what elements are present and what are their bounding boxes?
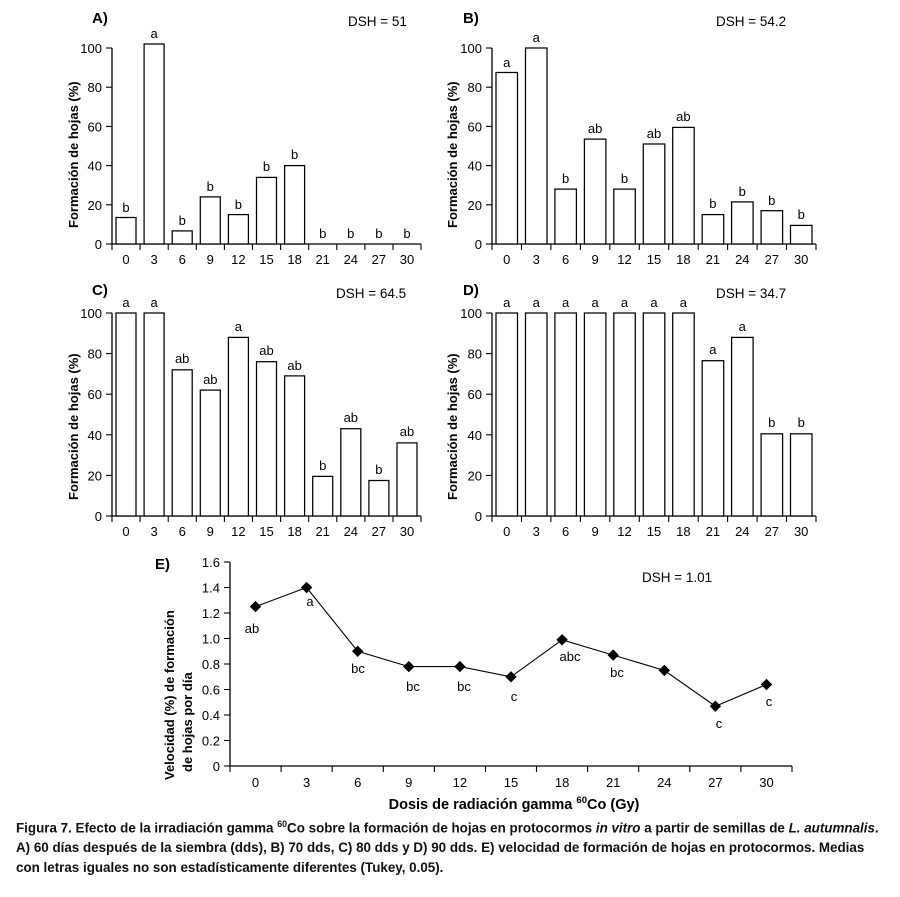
svg-text:ab: ab bbox=[343, 410, 359, 425]
panel-d-y-axis-title: Formación de hojas (%) bbox=[445, 353, 460, 500]
bar bbox=[228, 215, 248, 244]
bar bbox=[673, 127, 695, 244]
panel-e-y-axis bbox=[202, 555, 230, 774]
svg-text:6: 6 bbox=[178, 524, 186, 539]
svg-text:1.0: 1.0 bbox=[201, 631, 220, 647]
svg-text:27: 27 bbox=[764, 524, 780, 539]
svg-text:a: a bbox=[532, 295, 540, 310]
panel-b-y-axis-title: Formación de hojas (%) bbox=[445, 81, 460, 228]
bar bbox=[584, 313, 606, 516]
bar bbox=[526, 313, 548, 516]
svg-text:ab: ab bbox=[676, 109, 691, 124]
svg-text:40: 40 bbox=[467, 158, 482, 174]
svg-text:18: 18 bbox=[554, 775, 570, 790]
svg-text:12: 12 bbox=[231, 524, 246, 539]
panel-a-y-axis bbox=[80, 41, 112, 252]
svg-text:ab: ab bbox=[244, 621, 260, 636]
svg-text:9: 9 bbox=[206, 252, 214, 267]
panel-c-y-axis bbox=[80, 306, 112, 524]
svg-text:a: a bbox=[306, 594, 314, 609]
cobalt-isotope-superscript: 60 bbox=[576, 795, 588, 806]
bar bbox=[732, 337, 754, 516]
svg-text:b: b bbox=[319, 226, 327, 241]
svg-text:ab: ab bbox=[399, 424, 415, 439]
svg-text:b: b bbox=[768, 415, 776, 430]
panel-d-letter: D) bbox=[463, 282, 479, 299]
svg-text:b: b bbox=[738, 184, 746, 199]
svg-text:100: 100 bbox=[80, 41, 102, 56]
svg-text:a: a bbox=[234, 319, 243, 334]
svg-text:a: a bbox=[561, 295, 570, 310]
panel-a bbox=[0, 0, 450, 285]
panel-b-letter: B) bbox=[463, 10, 479, 27]
svg-text:b: b bbox=[797, 415, 805, 430]
svg-text:15: 15 bbox=[503, 775, 519, 790]
svg-text:ab: ab bbox=[203, 372, 218, 387]
svg-text:20: 20 bbox=[87, 468, 102, 484]
svg-text:a: a bbox=[503, 55, 511, 70]
svg-text:0.4: 0.4 bbox=[201, 708, 220, 723]
bar bbox=[172, 231, 192, 244]
bar bbox=[369, 481, 389, 517]
svg-text:27: 27 bbox=[371, 252, 387, 267]
panel-e-x-axis bbox=[230, 766, 792, 790]
svg-text:b: b bbox=[797, 207, 805, 222]
svg-text:12: 12 bbox=[231, 252, 246, 267]
svg-text:80: 80 bbox=[467, 346, 482, 362]
svg-text:30: 30 bbox=[399, 524, 415, 539]
bar bbox=[643, 144, 665, 244]
svg-text:0: 0 bbox=[122, 524, 130, 539]
svg-text:15: 15 bbox=[259, 252, 274, 267]
panel-c bbox=[0, 278, 450, 553]
svg-text:20: 20 bbox=[467, 468, 482, 484]
svg-text:80: 80 bbox=[467, 80, 482, 96]
svg-text:21: 21 bbox=[705, 252, 721, 267]
svg-text:ab: ab bbox=[587, 121, 603, 136]
svg-text:20: 20 bbox=[467, 197, 482, 213]
bar bbox=[791, 225, 813, 244]
svg-text:0: 0 bbox=[474, 509, 482, 524]
svg-text:27: 27 bbox=[764, 252, 780, 267]
svg-text:c: c bbox=[715, 716, 723, 731]
bar bbox=[761, 211, 783, 244]
svg-text:b: b bbox=[375, 226, 383, 241]
svg-text:3: 3 bbox=[532, 252, 540, 267]
bar bbox=[228, 337, 248, 516]
panel-d-bars bbox=[496, 313, 812, 516]
caption-text-a: Efecto de la irradiación gamma bbox=[71, 820, 278, 836]
bar bbox=[144, 44, 164, 244]
panel-b bbox=[445, 0, 900, 285]
bar bbox=[397, 443, 417, 516]
svg-text:a: a bbox=[679, 295, 688, 310]
svg-text:b: b bbox=[319, 458, 327, 473]
bar bbox=[761, 434, 783, 516]
svg-text:1.2: 1.2 bbox=[201, 606, 220, 621]
bar bbox=[555, 313, 577, 516]
svg-text:bc: bc bbox=[351, 661, 365, 676]
svg-text:21: 21 bbox=[315, 524, 330, 539]
svg-text:30: 30 bbox=[793, 252, 809, 267]
panel-e-plot bbox=[130, 548, 900, 816]
bar bbox=[614, 189, 636, 244]
svg-text:12: 12 bbox=[617, 524, 632, 539]
svg-text:b: b bbox=[234, 197, 243, 212]
panel-e bbox=[130, 548, 900, 816]
svg-text:40: 40 bbox=[467, 427, 482, 443]
svg-text:a: a bbox=[620, 295, 629, 310]
svg-text:40: 40 bbox=[87, 427, 102, 443]
x-axis-title-part1: Dosis de radiación gamma bbox=[388, 796, 577, 813]
svg-text:100: 100 bbox=[80, 306, 102, 321]
svg-text:b: b bbox=[561, 171, 570, 186]
svg-text:15: 15 bbox=[259, 524, 274, 539]
svg-text:3: 3 bbox=[150, 524, 158, 539]
svg-text:27: 27 bbox=[371, 524, 387, 539]
panel-c-dsh-label: DSH = 64.5 bbox=[336, 286, 407, 301]
panel-b-bars bbox=[496, 48, 812, 244]
bar bbox=[285, 166, 305, 244]
caption-italic-species: L. autumnalis bbox=[788, 820, 875, 836]
bar bbox=[200, 197, 220, 244]
svg-text:0: 0 bbox=[212, 759, 220, 774]
svg-text:12: 12 bbox=[617, 252, 632, 267]
svg-text:27: 27 bbox=[708, 775, 723, 790]
svg-text:18: 18 bbox=[287, 524, 302, 539]
svg-text:b: b bbox=[403, 226, 411, 241]
svg-text:1.6: 1.6 bbox=[201, 555, 220, 570]
panel-a-bars bbox=[116, 44, 305, 244]
svg-text:9: 9 bbox=[591, 524, 599, 539]
bar bbox=[144, 313, 164, 516]
bar bbox=[116, 313, 136, 516]
caption-figure-number: Figura 7. bbox=[16, 820, 72, 836]
caption-text-d: . A) 60 días después de la siembra (dds), B) 70 dds, C) 80 dds y D) 90 dds. E) velocidad de formación de hojas en protocormos. Medias con letras iguales no son estadísticamente diferentes (Tukey, 0.05). bbox=[16, 820, 879, 876]
panel-d bbox=[445, 278, 900, 553]
svg-text:30: 30 bbox=[759, 775, 774, 790]
svg-text:bc: bc bbox=[406, 679, 420, 694]
bar bbox=[584, 139, 606, 244]
svg-text:24: 24 bbox=[343, 252, 359, 267]
x-axis-title-part2: Co (Gy) bbox=[587, 796, 640, 813]
svg-text:18: 18 bbox=[676, 524, 691, 539]
svg-text:b: b bbox=[709, 196, 717, 211]
bar bbox=[791, 434, 813, 516]
svg-text:18: 18 bbox=[287, 252, 302, 267]
bar bbox=[341, 429, 361, 516]
svg-text:0: 0 bbox=[474, 237, 482, 252]
svg-text:ab: ab bbox=[287, 358, 302, 373]
svg-text:60: 60 bbox=[87, 119, 102, 135]
panel-a-y-axis-title: Formación de hojas (%) bbox=[66, 81, 81, 228]
svg-text:80: 80 bbox=[87, 80, 102, 96]
caption-cobalt-superscript: 60 bbox=[277, 819, 288, 829]
panel-d-dsh-label: DSH = 34.7 bbox=[716, 286, 787, 301]
svg-text:1.4: 1.4 bbox=[201, 580, 220, 596]
panel-a-x-axis bbox=[112, 244, 421, 267]
svg-text:30: 30 bbox=[793, 524, 809, 539]
bar bbox=[614, 313, 636, 516]
svg-text:b: b bbox=[620, 171, 629, 186]
panel-d-x-axis bbox=[492, 516, 816, 539]
bar bbox=[496, 73, 518, 245]
svg-text:60: 60 bbox=[467, 119, 482, 135]
svg-text:0: 0 bbox=[122, 252, 130, 267]
svg-text:40: 40 bbox=[87, 158, 102, 174]
svg-text:9: 9 bbox=[591, 252, 599, 267]
svg-text:9: 9 bbox=[405, 775, 413, 790]
svg-text:a: a bbox=[122, 295, 130, 310]
panel-b-y-axis bbox=[460, 41, 492, 252]
bar bbox=[313, 476, 333, 516]
bar bbox=[643, 313, 665, 516]
svg-text:21: 21 bbox=[605, 775, 621, 790]
svg-text:bc: bc bbox=[610, 665, 624, 680]
svg-text:21: 21 bbox=[705, 524, 721, 539]
bar bbox=[200, 390, 220, 516]
svg-text:a: a bbox=[650, 295, 658, 310]
bar bbox=[496, 313, 518, 516]
panel-d-y-axis bbox=[460, 306, 492, 524]
svg-text:a: a bbox=[709, 342, 717, 357]
svg-text:24: 24 bbox=[735, 524, 750, 539]
bar bbox=[285, 376, 305, 516]
panel-e-y-axis-title-line1: Velocidad (%) de formación bbox=[162, 610, 177, 780]
svg-text:21: 21 bbox=[315, 252, 330, 267]
panel-e-x-axis-title bbox=[324, 795, 704, 813]
figure-caption bbox=[16, 818, 884, 878]
svg-text:b: b bbox=[206, 179, 214, 194]
panel-b-dsh-label: DSH = 54.2 bbox=[716, 14, 787, 29]
svg-text:bc: bc bbox=[457, 679, 471, 694]
svg-text:a: a bbox=[150, 26, 158, 41]
panel-b-plot bbox=[450, 0, 900, 285]
svg-text:c: c bbox=[510, 689, 518, 704]
svg-text:6: 6 bbox=[561, 524, 570, 539]
svg-text:0.6: 0.6 bbox=[201, 682, 220, 698]
panel-b-x-axis bbox=[492, 244, 816, 267]
svg-text:3: 3 bbox=[532, 524, 540, 539]
panel-a-letter: A) bbox=[92, 10, 108, 27]
svg-text:18: 18 bbox=[676, 252, 691, 267]
bar bbox=[172, 370, 192, 516]
svg-text:b: b bbox=[178, 213, 186, 228]
svg-text:3: 3 bbox=[302, 775, 311, 790]
bar bbox=[257, 177, 277, 244]
svg-text:15: 15 bbox=[646, 252, 662, 267]
svg-text:ab: ab bbox=[646, 126, 662, 141]
panel-e-letter: E) bbox=[155, 556, 170, 573]
svg-text:20: 20 bbox=[87, 197, 102, 213]
svg-text:b: b bbox=[290, 147, 299, 162]
svg-text:6: 6 bbox=[354, 775, 362, 790]
svg-text:9: 9 bbox=[206, 524, 214, 539]
caption-text-b: Co sobre la formación de hojas en protocormos bbox=[287, 820, 596, 836]
svg-text:0: 0 bbox=[94, 237, 102, 252]
svg-text:0.2: 0.2 bbox=[201, 733, 220, 749]
svg-text:60: 60 bbox=[467, 387, 482, 403]
svg-text:6: 6 bbox=[561, 252, 570, 267]
svg-text:100: 100 bbox=[460, 306, 482, 321]
svg-text:a: a bbox=[532, 30, 540, 45]
svg-text:0: 0 bbox=[251, 775, 260, 790]
svg-text:a: a bbox=[738, 319, 746, 334]
svg-text:30: 30 bbox=[399, 252, 415, 267]
bar bbox=[702, 215, 724, 244]
svg-text:0: 0 bbox=[503, 252, 511, 267]
svg-text:ab: ab bbox=[174, 351, 190, 366]
svg-text:24: 24 bbox=[343, 524, 359, 539]
bar bbox=[526, 48, 548, 244]
panel-e-dsh-label: DSH = 1.01 bbox=[642, 570, 713, 585]
svg-text:80: 80 bbox=[87, 346, 102, 362]
caption-italic-invitro: in vitro bbox=[595, 820, 641, 836]
svg-text:b: b bbox=[768, 193, 776, 208]
panel-e-sig-letters bbox=[245, 594, 773, 731]
bar bbox=[116, 218, 136, 245]
panel-e-y-axis-title-line2: de hojas por día bbox=[180, 672, 195, 772]
bar bbox=[257, 362, 277, 516]
svg-text:b: b bbox=[375, 462, 383, 477]
svg-text:a: a bbox=[591, 295, 599, 310]
svg-text:24: 24 bbox=[657, 775, 672, 790]
panel-c-letter: C) bbox=[92, 282, 108, 299]
panel-a-dsh-label: DSH = 51 bbox=[348, 14, 407, 29]
svg-text:24: 24 bbox=[735, 252, 750, 267]
panel-c-y-axis-title: Formación de hojas (%) bbox=[66, 353, 81, 500]
bar bbox=[732, 202, 754, 244]
svg-text:ab: ab bbox=[259, 343, 274, 358]
svg-text:6: 6 bbox=[178, 252, 186, 267]
caption-text-c: a partir de semillas de bbox=[640, 820, 789, 836]
svg-text:12: 12 bbox=[452, 775, 468, 790]
svg-text:a: a bbox=[150, 295, 158, 310]
svg-text:b: b bbox=[347, 226, 355, 241]
svg-text:15: 15 bbox=[646, 524, 662, 539]
svg-text:0.8: 0.8 bbox=[201, 657, 220, 672]
bar bbox=[555, 189, 577, 244]
svg-text:a: a bbox=[503, 295, 511, 310]
bar bbox=[673, 313, 695, 516]
svg-text:60: 60 bbox=[87, 387, 102, 403]
svg-text:3: 3 bbox=[150, 252, 158, 267]
svg-text:0: 0 bbox=[94, 509, 102, 524]
svg-text:b: b bbox=[122, 200, 130, 215]
panel-c-x-axis bbox=[112, 516, 421, 539]
svg-text:100: 100 bbox=[460, 41, 482, 56]
bar bbox=[702, 361, 724, 516]
svg-text:abc: abc bbox=[559, 649, 581, 664]
svg-text:0: 0 bbox=[503, 524, 511, 539]
panel-d-plot bbox=[450, 278, 900, 553]
svg-text:c: c bbox=[765, 694, 773, 709]
svg-text:b: b bbox=[262, 159, 271, 174]
